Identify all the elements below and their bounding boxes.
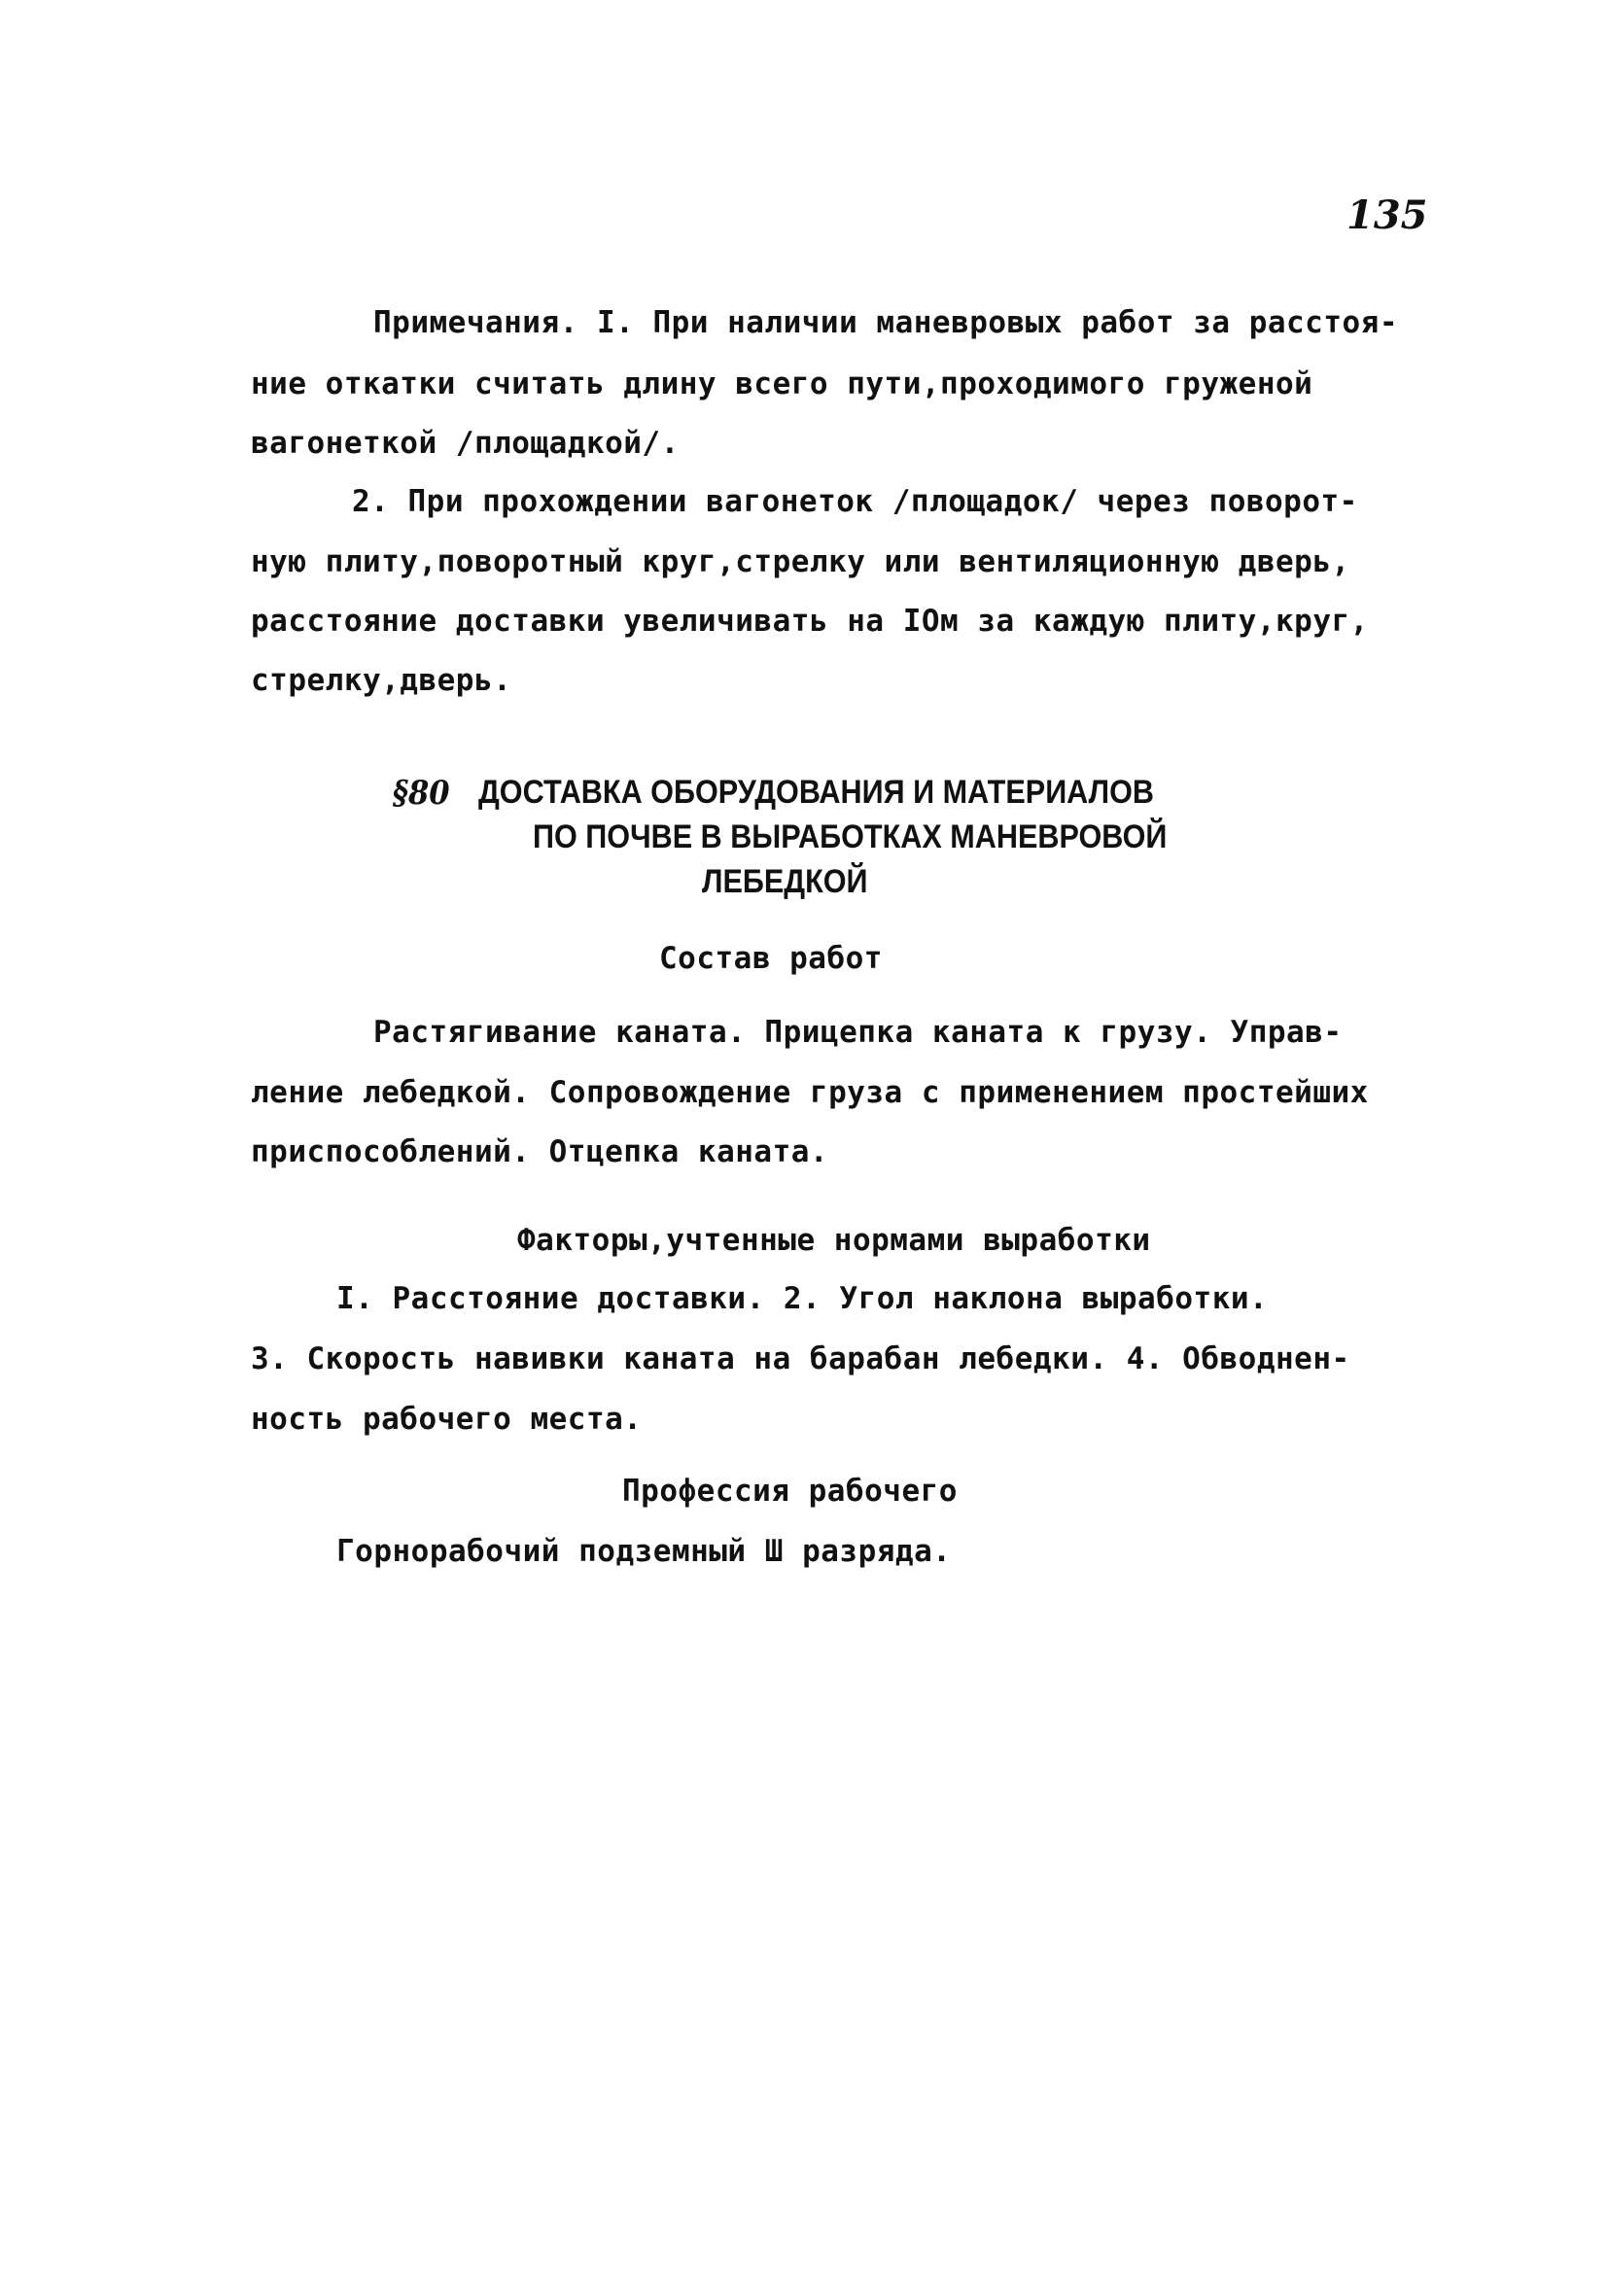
notes-line: ную плиту,поворотный круг,стрелку или вентиляционную дверь, bbox=[251, 544, 1350, 579]
notes-line: ние откатки считать длину всего пути,проходимого груженой bbox=[251, 366, 1313, 401]
notes-line: вагонеткой /площадкой/. bbox=[251, 426, 680, 461]
work-composition-heading: Состав работ bbox=[659, 941, 883, 976]
section-title-line: ДОСТАВКА ОБОРУДОВАНИЯ И МАТЕРИАЛОВ bbox=[478, 774, 1155, 811]
factors-line: ность рабочего места. bbox=[251, 1402, 643, 1437]
notes-line: 2. При прохождении вагонеток /площадок/ через поворот- bbox=[352, 484, 1358, 519]
section-title-line: ЛЕБЕДКОЙ bbox=[702, 863, 868, 900]
work-composition-line: Растягивание каната. Прицепка каната к грузу. Управ- bbox=[373, 1015, 1343, 1050]
page-number: 135 bbox=[1346, 192, 1428, 238]
notes-line: расстояние доставки увеличивать на IOм за каждую плиту,круг, bbox=[251, 604, 1369, 639]
notes-line: Примечания. I. При наличии маневровых работ за расстоя- bbox=[373, 305, 1398, 340]
section-title-line: ПО ПОЧВЕ В ВЫРАБОТКАХ МАНЕВРОВОЙ bbox=[533, 818, 1168, 855]
work-composition-line: приспособлений. Отцепка каната. bbox=[251, 1134, 829, 1169]
profession-text: Горнорабочий подземный Ш разряда. bbox=[336, 1534, 952, 1569]
profession-heading: Профессия рабочего bbox=[622, 1474, 958, 1509]
section-number: §80 bbox=[393, 774, 450, 813]
factors-line: 3. Скорость навивки каната на барабан лебедки. 4. Обводнен- bbox=[251, 1341, 1350, 1376]
factors-line: I. Расстояние доставки. 2. Угол наклона выработки. bbox=[336, 1281, 1269, 1316]
factors-heading: Факторы,учтенные нормами выработки bbox=[517, 1223, 1151, 1258]
work-composition-line: ление лебедкой. Сопровождение груза с применением простейших bbox=[251, 1075, 1369, 1110]
notes-line: стрелку,дверь. bbox=[251, 663, 512, 698]
